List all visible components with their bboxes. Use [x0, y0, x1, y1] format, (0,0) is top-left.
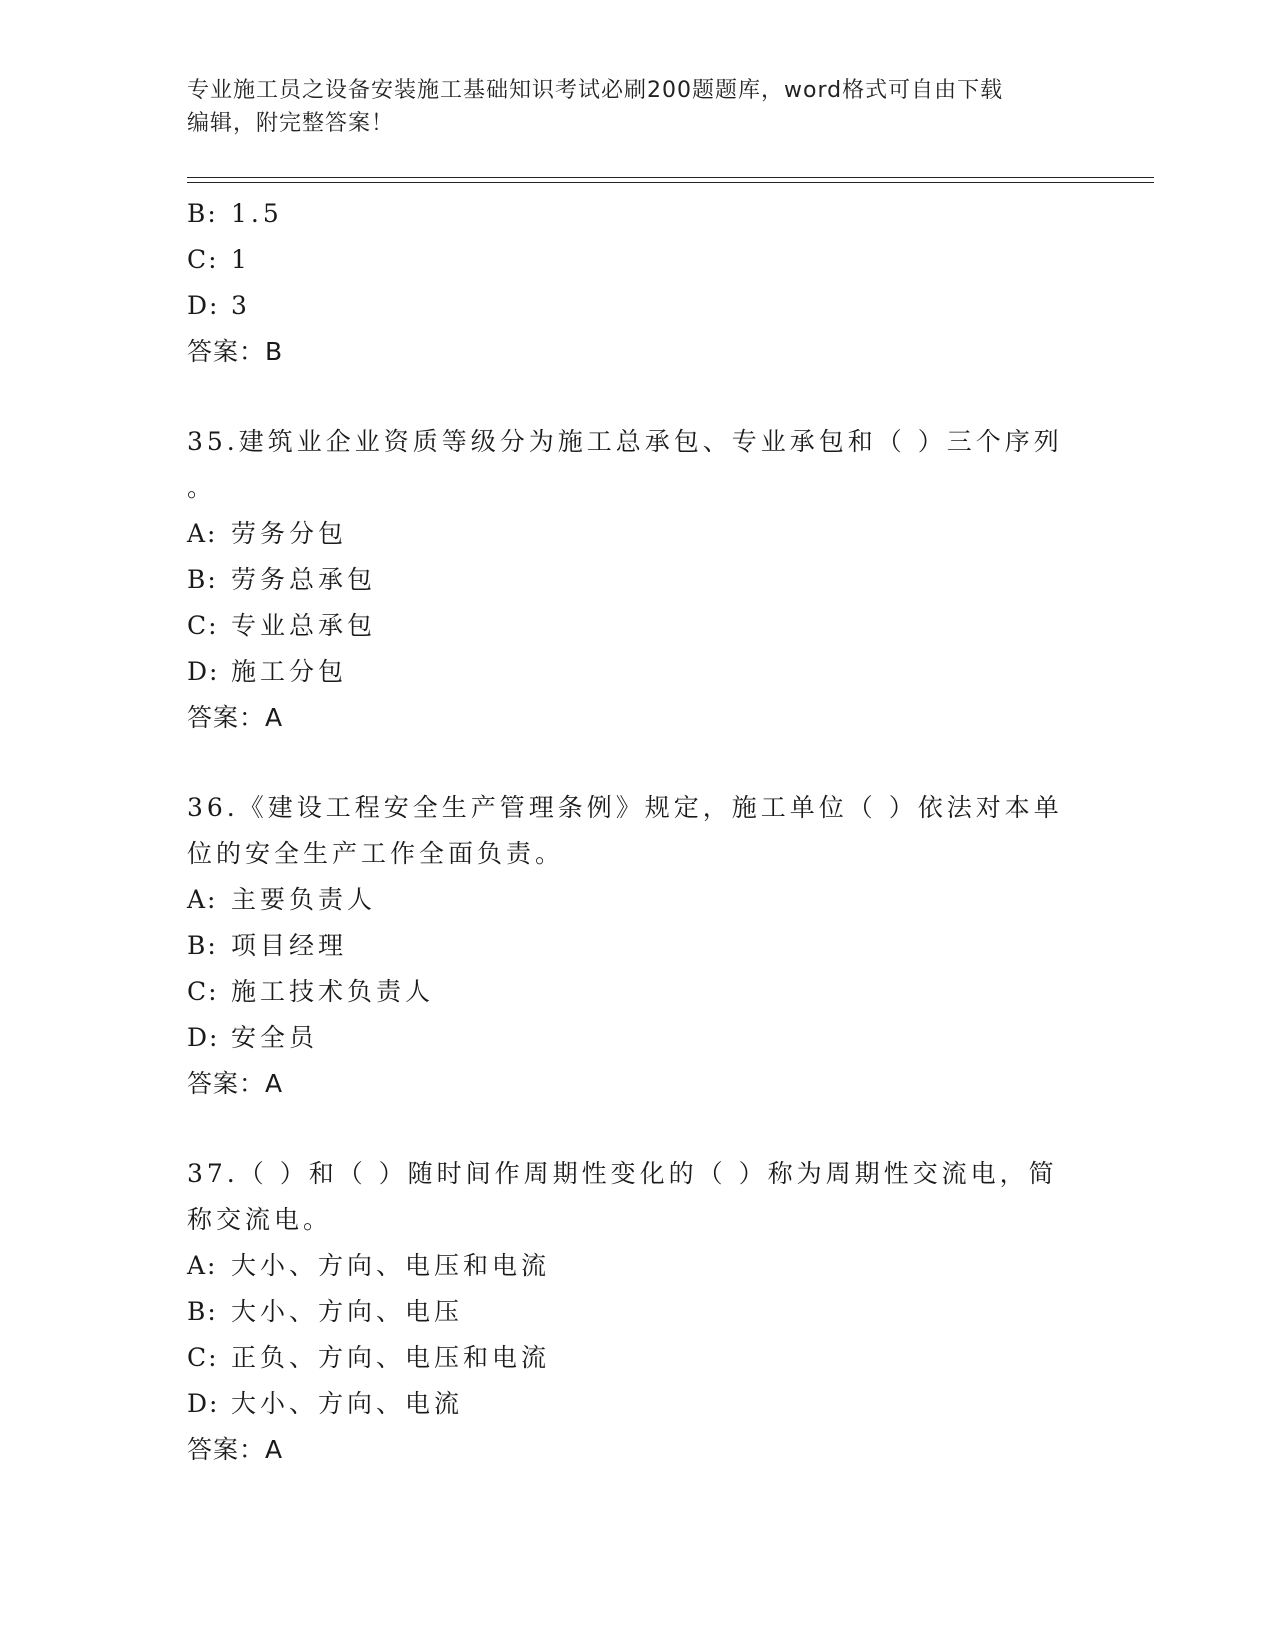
option-d	[187, 283, 1067, 329]
option-label: C:	[187, 245, 219, 274]
header-divider-top	[187, 177, 1154, 178]
header-line-1: 专业施工员之设备安装施工基础知识考试必刷200题题库，word格式可自由下载	[187, 78, 1004, 103]
option-label: B:	[187, 199, 218, 228]
option-text: 安全员	[231, 1023, 319, 1052]
spacer	[187, 741, 1067, 785]
option-c	[187, 969, 1067, 1015]
option-d	[187, 1015, 1067, 1061]
option-text: 1.5	[231, 199, 283, 228]
option-text: 专业总承包	[231, 611, 377, 640]
option-a	[187, 511, 1067, 557]
option-d	[187, 649, 1067, 695]
header-line-2: 编辑，附完整答案！	[187, 111, 395, 136]
answer: 答案：A	[187, 1435, 284, 1464]
option-label: B:	[187, 565, 218, 594]
question-stem: 。	[187, 473, 217, 502]
option-c	[187, 603, 1067, 649]
question-37	[187, 1151, 1067, 1473]
option-d	[187, 1381, 1067, 1427]
question-stem: 35.建筑业企业资质等级分为施工总承包、专业承包和（ ）三个序列	[187, 427, 1063, 456]
question-stem: 37.（ ）和（ ）随时间作周期性变化的（ ）称为周期性交流电，简	[187, 1159, 1058, 1188]
question-36	[187, 785, 1067, 1107]
question-stem: 称交流电。	[187, 1205, 333, 1234]
option-c	[187, 237, 1067, 283]
option-text: 施工分包	[231, 657, 348, 686]
answer: 答案：B	[187, 337, 284, 366]
question-34-tail	[187, 191, 1067, 375]
answer: 答案：A	[187, 703, 284, 732]
option-text: 大小、方向、电压和电流	[231, 1251, 551, 1280]
question-content	[187, 191, 1067, 1473]
header-divider-bottom	[187, 182, 1154, 183]
spacer	[187, 375, 1067, 419]
option-b	[187, 191, 1067, 237]
option-text: 1	[231, 245, 251, 274]
option-label: A:	[187, 885, 218, 914]
question-35	[187, 419, 1067, 741]
option-label: A:	[187, 1251, 218, 1280]
spacer	[187, 1107, 1067, 1151]
question-stem: 位的安全生产工作全面负责。	[187, 839, 565, 868]
option-b	[187, 1289, 1067, 1335]
option-text: 劳务分包	[231, 519, 348, 548]
option-label: B:	[187, 1297, 218, 1326]
option-label: D:	[187, 1023, 220, 1052]
option-b	[187, 557, 1067, 603]
option-b	[187, 923, 1067, 969]
option-c	[187, 1335, 1067, 1381]
option-a	[187, 877, 1067, 923]
option-text: 大小、方向、电流	[231, 1389, 464, 1418]
option-label: C:	[187, 611, 219, 640]
option-text: 大小、方向、电压	[231, 1297, 464, 1326]
option-label: D:	[187, 291, 220, 320]
option-a	[187, 1243, 1067, 1289]
option-label: C:	[187, 977, 219, 1006]
option-label: A:	[187, 519, 218, 548]
option-text: 施工技术负责人	[231, 977, 435, 1006]
option-text: 劳务总承包	[231, 565, 377, 594]
option-text: 3	[231, 291, 251, 320]
question-stem: 36.《建设工程安全生产管理条例》规定，施工单位（ ）依法对本单	[187, 793, 1063, 822]
option-label: D:	[187, 657, 220, 686]
option-text: 正负、方向、电压和电流	[231, 1343, 551, 1372]
answer: 答案：A	[187, 1069, 284, 1098]
option-text: 主要负责人	[231, 885, 377, 914]
document-header	[187, 74, 1087, 140]
option-label: C:	[187, 1343, 219, 1372]
option-text: 项目经理	[231, 931, 348, 960]
option-label: B:	[187, 931, 218, 960]
option-label: D:	[187, 1389, 220, 1418]
